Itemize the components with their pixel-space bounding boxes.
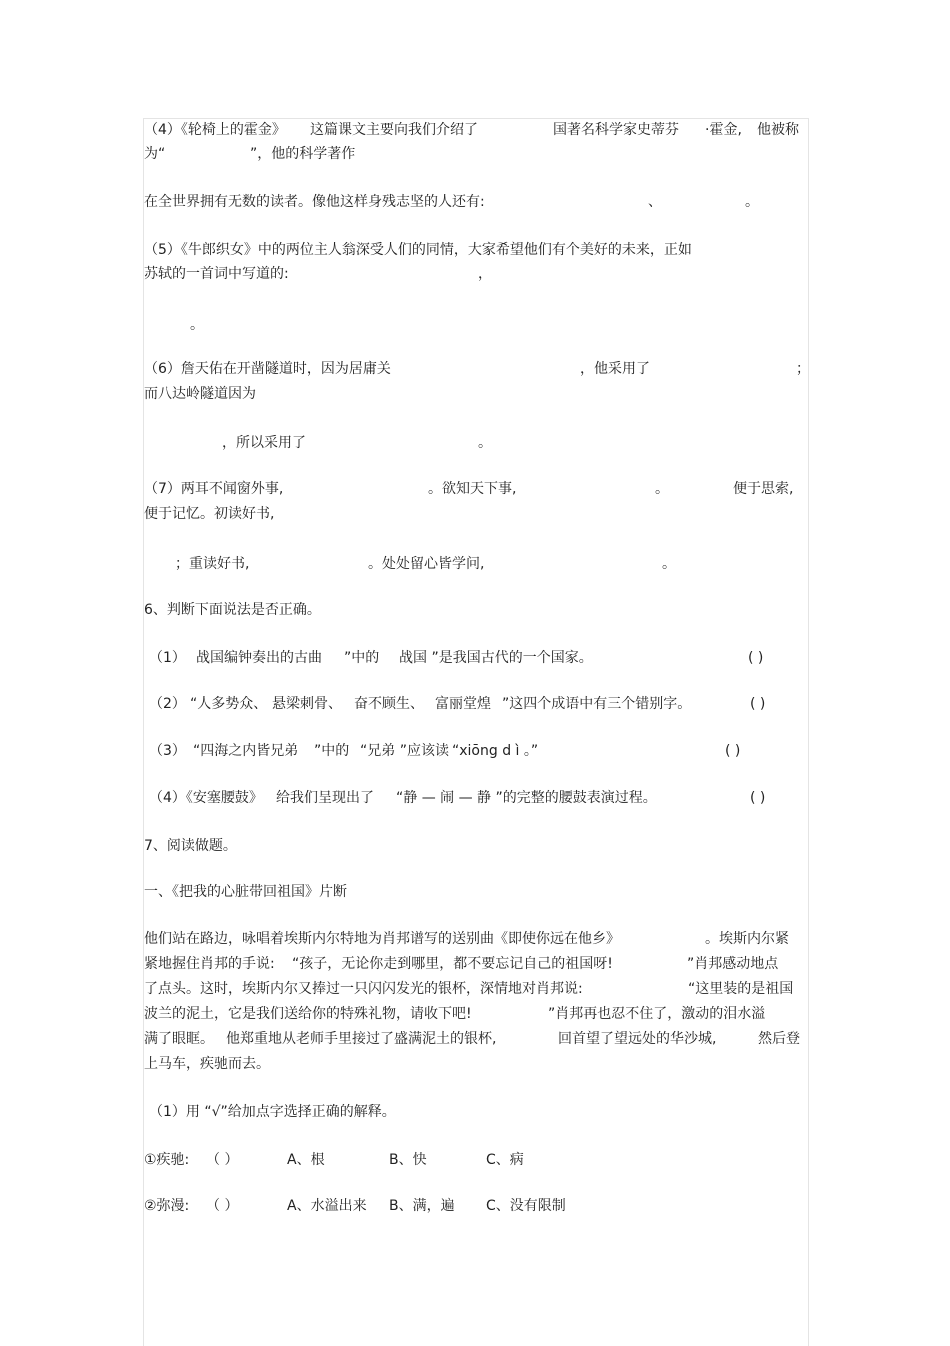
judge-1-text-2: ”中的 (344, 650, 380, 666)
option-1-a: A、根 (287, 1152, 325, 1168)
question-1: （1）用 “√”给加点字选择正确的解释。 (149, 1104, 396, 1120)
passage-title: 一、《把我的心脏带回祖国》片断 (144, 884, 347, 900)
judge-3-text-4: “xiōng d ì 。” (452, 743, 539, 759)
judge-4-bracket: ( ) (750, 790, 766, 806)
q5-end: 。 (190, 317, 204, 333)
judge-4-num: （4）《安塞腰鼓》 (149, 790, 263, 806)
q7-text-4: 便于思索, (733, 481, 794, 497)
judge-2-text-2: 悬梁刺骨、 (272, 696, 342, 712)
q4-text-3: 国著名科学家史蒂芬 (553, 122, 679, 138)
q4-line-2: 在全世界拥有无数的读者。像他这样身残志坚的人还有: (144, 194, 485, 210)
q4-text-5: 他被称 (757, 122, 799, 138)
passage-line-4b: ”肖邦再也忍不住了，激动的泪水溢 (548, 1006, 766, 1022)
passage-line-5d: 然后登 (758, 1031, 800, 1047)
judge-2-text: “人多势众、 (190, 696, 268, 712)
option-2-paren: （ ） (206, 1198, 239, 1214)
option-2-c: C、没有限制 (486, 1198, 566, 1214)
option-2-a: A、水溢出来 (287, 1198, 367, 1214)
q7-text-2: 。欲知天下事, (428, 481, 517, 497)
q7-text-7: 。 (662, 556, 676, 572)
q6-text-2: ，他采用了 (580, 361, 650, 377)
judge-1-num: （1） (149, 650, 186, 666)
judge-3-text: “四海之内皆兄弟 (193, 743, 299, 759)
q6-text-1: （6）詹天佑在开凿隧道时，因为居庸关 (144, 361, 391, 377)
q4-text-4: ·霍金, (705, 122, 742, 138)
q5-line-1: （5）《牛郎织女》中的两位主人翁深受人们的同情，大家希望他们有个美好的未来，正如 (144, 242, 692, 258)
passage-line-2b: “孩子，无论你走到哪里，都不要忘记自己的祖国呀! (292, 956, 613, 972)
passage-line-2c: ”肖邦感动地点 (687, 956, 779, 972)
judge-4-text: 给我们呈现出了 (276, 790, 374, 806)
judge-2-text-3: 奋不顾生、 (354, 696, 424, 712)
option-2-label: ②弥漫: (144, 1198, 190, 1214)
section-6-heading: 6、判断下面说法是否正确。 (144, 602, 321, 618)
passage-line-3b: “这里装的是祖国 (688, 981, 794, 997)
passage-line-4a: 波兰的泥土，它是我们送给你的特殊礼物，请收下吧! (144, 1006, 472, 1022)
q7-text-6: 。处处留心皆学问, (368, 556, 485, 572)
passage-line-5a: 满了眼眶。 (144, 1031, 214, 1047)
option-1-c: C、病 (486, 1152, 524, 1168)
option-1-label: ①疾驰: (144, 1152, 190, 1168)
passage-line-6: 上马车，疾驰而去。 (144, 1056, 270, 1072)
judge-1-bracket: ( ) (748, 650, 764, 666)
judge-2-text-4: 富丽堂煌 (435, 696, 491, 712)
judge-1-text: 战国编钟奏出的古曲 (196, 650, 322, 666)
q6-text-4: ，所以采用了 (222, 435, 306, 451)
q4-text-1: （4）《轮椅上的霍金》 (144, 122, 286, 138)
passage-line-3a: 了点头。这时，埃斯内尔又捧过一只闪闪发光的银杯，深情地对肖邦说: (144, 981, 583, 997)
page-frame (143, 118, 809, 1346)
q5-comma: ， (478, 266, 492, 282)
q4-sep-1: 、 (648, 194, 662, 210)
q7-text-1: （7）两耳不闻窗外事, (144, 481, 284, 497)
section-7-heading: 7、阅读做题。 (144, 838, 237, 854)
q4-text-2: 这篇课文主要向我们介绍了 (310, 122, 478, 138)
q4-sep-2: 。 (745, 194, 759, 210)
q6-text-3: ； (796, 361, 810, 377)
passage-line-1a: 他们站在路边，咏唱着埃斯内尔特地为肖邦谱写的送别曲《即使你远在他乡》 (144, 931, 620, 947)
q7-line-2: 便于记忆。初读好书, (144, 506, 275, 522)
q7-text-5: ；重读好书, (175, 556, 250, 572)
passage-line-1b: 。埃斯内尔紧 (705, 931, 789, 947)
q6-line-2: 而八达岭隧道因为 (144, 386, 256, 402)
q6-text-5: 。 (478, 435, 492, 451)
q7-text-3: 。 (655, 481, 669, 497)
judge-4-text-2: “静 — 闹 — 静 ”的完整的腰鼓表演过程。 (396, 790, 657, 806)
q5-line-2: 苏轼的一首词中写道的: (144, 266, 289, 282)
passage-line-2a: 紧地握住肖邦的手说: (144, 956, 275, 972)
judge-2-text-5: ”这四个成语中有三个错别字。 (502, 696, 692, 712)
judge-3-num: （3） (149, 743, 186, 759)
judge-1-text-3: 战国 ”是我国古代的一个国家。 (399, 650, 593, 666)
judge-3-bracket: ( ) (725, 743, 741, 759)
q4-text-7: ”，他的科学著作 (250, 146, 356, 162)
option-2-b: B、满，遍 (389, 1198, 455, 1214)
judge-3-text-3: “兄弟 ”应该读 (360, 743, 449, 759)
judge-2-num: （2） (149, 696, 186, 712)
passage-line-5b: 他郑重地从老师手里接过了盛满泥土的银杯, (226, 1031, 497, 1047)
judge-3-text-2: ”中的 (314, 743, 350, 759)
q4-text-6: 为“ (144, 146, 166, 162)
passage-line-5c: 回首望了望远处的华沙城, (558, 1031, 717, 1047)
option-1-paren: （ ） (206, 1152, 239, 1168)
judge-2-bracket: ( ) (750, 696, 766, 712)
option-1-b: B、快 (389, 1152, 427, 1168)
